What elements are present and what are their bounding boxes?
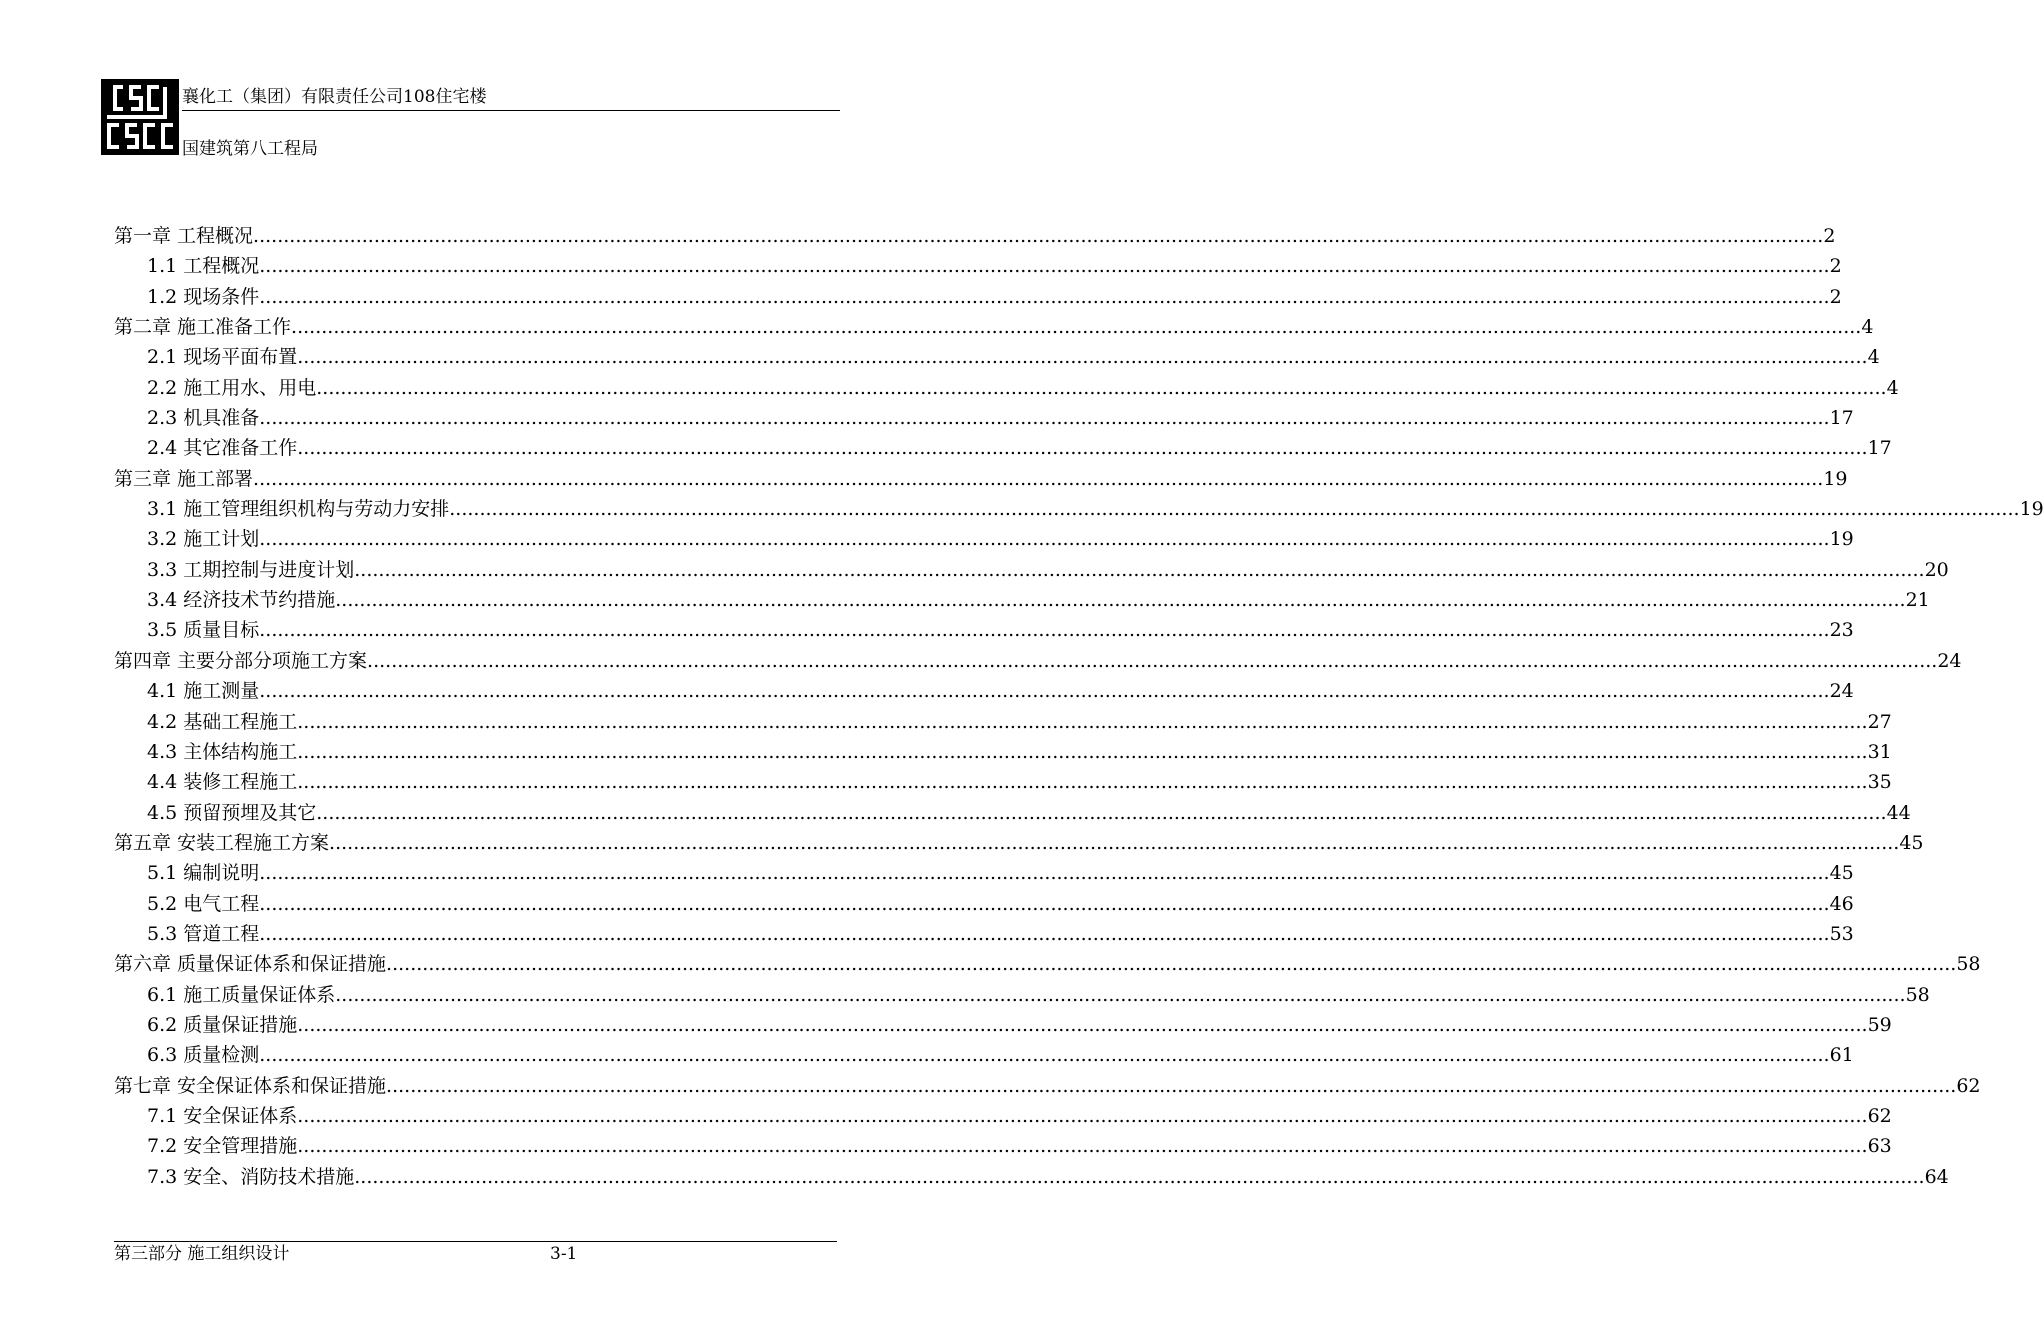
toc-entry-label: 3.2 施工计划 (147, 528, 260, 551)
toc-entry-label: 5.1 编制说明 (147, 862, 260, 885)
toc-dot-leader: .................................................................................................................................................................................................................................................................... (297, 771, 1868, 794)
toc-section-entry[interactable] (114, 676, 1854, 706)
toc-dot-leader: .................................................................................................................................................................................................................................................................... (316, 376, 1887, 399)
toc-entry-page-number: 24 (1829, 680, 1854, 703)
toc-entry-label: 4.2 基础工程施工 (147, 710, 298, 733)
toc-dot-leader: .................................................................................................................................................................................................................................................................... (259, 255, 1830, 278)
toc-entry-page-number: 17 (1829, 407, 1854, 430)
toc-dot-leader: .................................................................................................................................................................................................................................................................... (259, 528, 1830, 551)
toc-entry-page-number: 24 (1937, 649, 1962, 672)
toc-entry-page-number: 64 (1924, 1165, 1949, 1188)
toc-entry-page-number: 21 (1905, 589, 1930, 612)
toc-entry-label: 6.3 质量检测 (147, 1044, 260, 1067)
toc-section-entry[interactable] (114, 858, 1854, 888)
toc-entry-page-number: 4 (1867, 346, 1880, 369)
toc-dot-leader: .................................................................................................................................................................................................................................................................... (297, 740, 1868, 763)
toc-entry-page-number: 62 (1956, 1074, 1981, 1097)
toc-entry-label: 6.1 施工质量保证体系 (147, 983, 336, 1006)
toc-section-entry[interactable] (114, 342, 1880, 372)
toc-section-entry[interactable] (114, 282, 1842, 312)
toc-entry-page-number: 53 (1829, 922, 1854, 945)
toc-entry-label: 1.1 工程概况 (147, 255, 260, 278)
toc-entry-page-number: 2 (1823, 225, 1836, 247)
toc-entry-page-number: 19 (2019, 498, 2044, 521)
toc-dot-leader: .................................................................................................................................................................................................................................................................... (386, 953, 1957, 976)
toc-dot-leader: .................................................................................................................................................................................................................................................................... (259, 619, 1830, 642)
toc-entry-label: 3.5 质量目标 (147, 619, 260, 642)
toc-dot-leader: .................................................................................................................................................................................................................................................................... (297, 1013, 1868, 1036)
toc-entry-page-number: 27 (1867, 710, 1892, 733)
toc-entry-label: 2.1 现场平面布置 (147, 346, 298, 369)
toc-entry-page-number: 45 (1899, 831, 1924, 854)
toc-entry-label: 5.2 电气工程 (147, 892, 260, 915)
toc-entry-label: 第六章 质量保证体系和保证措施 (114, 953, 387, 976)
toc-dot-leader: .................................................................................................................................................................................................................................................................... (297, 710, 1868, 733)
toc-dot-leader: .................................................................................................................................................................................................................................................................... (259, 922, 1830, 945)
toc-chapter-entry[interactable] (114, 949, 1981, 979)
toc-section-entry[interactable] (114, 1131, 1892, 1161)
toc-section-entry[interactable] (114, 403, 1854, 433)
toc-section-entry[interactable] (114, 555, 1949, 585)
toc-dot-leader: .................................................................................................................................................................................................................................................................... (449, 498, 2020, 521)
toc-entry-label: 3.3 工期控制与进度计划 (147, 558, 355, 581)
toc-dot-leader: .................................................................................................................................................................................................................................................................... (259, 862, 1830, 885)
toc-dot-leader: .................................................................................................................................................................................................................................................................... (367, 649, 1938, 672)
toc-entry-page-number: 46 (1829, 892, 1854, 915)
toc-chapter-entry[interactable] (114, 312, 1874, 342)
toc-entry-page-number: 61 (1829, 1044, 1854, 1067)
toc-chapter-entry[interactable] (114, 464, 1848, 494)
toc-entry-page-number: 45 (1829, 862, 1854, 885)
toc-section-entry[interactable] (114, 494, 2044, 524)
toc-dot-leader: .................................................................................................................................................................................................................................................................... (297, 1104, 1868, 1127)
toc-entry-page-number: 63 (1867, 1135, 1892, 1158)
toc-entry-page-number: 62 (1867, 1104, 1892, 1127)
header-project-title: 襄化工（集团）有限责任公司108住宅楼 (182, 87, 487, 107)
toc-section-entry[interactable] (114, 919, 1854, 949)
toc-section-entry[interactable] (114, 433, 1892, 463)
toc-section-entry[interactable] (114, 737, 1892, 767)
toc-dot-leader: .................................................................................................................................................................................................................................................................... (316, 801, 1887, 824)
toc-chapter-entry[interactable] (114, 1071, 1981, 1101)
toc-entry-page-number: 44 (1886, 801, 1911, 824)
toc-entry-page-number: 19 (1829, 528, 1854, 551)
toc-dot-leader: .................................................................................................................................................................................................................................................................... (329, 831, 1900, 854)
toc-section-entry[interactable] (114, 615, 1854, 645)
toc-dot-leader: .................................................................................................................................................................................................................................................................... (259, 892, 1830, 915)
toc-entry-label: 第一章 工程概况 (114, 225, 254, 247)
toc-section-entry[interactable] (114, 251, 1842, 281)
toc-section-entry[interactable] (114, 889, 1854, 919)
toc-entry-label: 5.3 管道工程 (147, 922, 260, 945)
toc-dot-leader: .................................................................................................................................................................................................................................................................... (354, 558, 1925, 581)
toc-entry-label: 2.3 机具准备 (147, 407, 260, 430)
toc-section-entry[interactable] (114, 707, 1892, 737)
toc-entry-page-number: 59 (1867, 1013, 1892, 1036)
toc-entry-page-number: 31 (1867, 740, 1892, 763)
toc-entry-page-number: 58 (1956, 953, 1981, 976)
toc-entry-page-number: 19 (1823, 467, 1848, 490)
toc-dot-leader: .................................................................................................................................................................................................................................................................... (297, 346, 1868, 369)
toc-section-entry[interactable] (114, 980, 1930, 1010)
toc-entry-label: 第二章 施工准备工作 (114, 316, 292, 339)
toc-entry-page-number: 2 (1829, 255, 1842, 278)
footer-page-number: 3-1 (550, 1244, 578, 1264)
toc-entry-label: 第四章 主要分部分项施工方案 (114, 649, 368, 672)
toc-entry-label: 4.1 施工测量 (147, 680, 260, 703)
cscec-logo (101, 79, 179, 155)
toc-entry-label: 1.2 现场条件 (147, 285, 260, 308)
toc-entry-page-number: 2 (1829, 285, 1842, 308)
toc-entry-label: 4.4 装修工程施工 (147, 771, 298, 794)
toc-chapter-entry[interactable] (114, 828, 1924, 858)
toc-dot-leader: .................................................................................................................................................................................................................................................................... (297, 437, 1868, 460)
toc-entry-label: 7.1 安全保证体系 (147, 1104, 298, 1127)
footer-rule (114, 1241, 837, 1242)
toc-entry-label: 4.3 主体结构施工 (147, 740, 298, 763)
toc-entry-label: 第三章 施工部署 (114, 467, 254, 490)
toc-dot-leader: .................................................................................................................................................................................................................................................................... (297, 1135, 1868, 1158)
toc-dot-leader: .................................................................................................................................................................................................................................................................... (259, 1044, 1830, 1067)
toc-entry-page-number: 23 (1829, 619, 1854, 642)
toc-dot-leader: .................................................................................................................................................................................................................................................................... (259, 407, 1830, 430)
toc-chapter-entry[interactable] (114, 646, 1962, 676)
toc-entry-page-number: 58 (1905, 983, 1930, 1006)
toc-dot-leader: .................................................................................................................................................................................................................................................................... (259, 680, 1830, 703)
toc-chapter-entry[interactable] (114, 221, 1836, 251)
toc-entry-page-number: 4 (1886, 376, 1899, 399)
toc-dot-leader: .................................................................................................................................................................................................................................................................... (354, 1165, 1925, 1188)
toc-section-entry[interactable] (114, 373, 1899, 403)
toc-dot-leader: .................................................................................................................................................................................................................................................................... (291, 316, 1862, 339)
toc-dot-leader: .................................................................................................................................................................................................................................................................... (253, 467, 1824, 490)
toc-dot-leader: .................................................................................................................................................................................................................................................................... (259, 285, 1830, 308)
toc-entry-label: 第五章 安装工程施工方案 (114, 831, 330, 854)
toc-section-entry[interactable] (114, 1010, 1892, 1040)
toc-entry-label: 6.2 质量保证措施 (147, 1013, 298, 1036)
toc-dot-leader: .................................................................................................................................................................................................................................................................... (335, 983, 1906, 1006)
toc-entry-page-number: 17 (1867, 437, 1892, 460)
footer-section-title: 第三部分 施工组织设计 (114, 1244, 290, 1264)
toc-entry-label: 3.4 经济技术节约措施 (147, 589, 336, 612)
toc-dot-leader: .................................................................................................................................................................................................................................................................... (335, 589, 1906, 612)
toc-section-entry[interactable] (114, 585, 1930, 615)
toc-entry-label: 2.4 其它准备工作 (147, 437, 298, 460)
header-contractor: 国建筑第八工程局 (182, 139, 318, 159)
toc-section-entry[interactable] (114, 798, 1911, 828)
toc-entry-label: 2.2 施工用水、用电 (147, 376, 317, 399)
toc-section-entry[interactable] (114, 524, 1854, 554)
table-of-contents (114, 221, 2044, 1192)
toc-entry-page-number: 35 (1867, 771, 1892, 794)
toc-entry-label: 7.3 安全、消防技术措施 (147, 1165, 355, 1188)
toc-dot-leader: .................................................................................................................................................................................................................................................................... (386, 1074, 1957, 1097)
toc-section-entry[interactable] (114, 767, 1892, 797)
toc-dot-leader: .................................................................................................................................................................................................................................................................... (253, 225, 1824, 247)
header-rule (182, 110, 840, 111)
toc-section-entry[interactable] (114, 1162, 1949, 1192)
toc-entry-page-number: 20 (1924, 558, 1949, 581)
toc-section-entry[interactable] (114, 1040, 1854, 1070)
toc-entry-label: 4.5 预留预埋及其它 (147, 801, 317, 824)
toc-entry-label: 7.2 安全管理措施 (147, 1135, 298, 1158)
toc-section-entry[interactable] (114, 1101, 1892, 1131)
toc-entry-label: 3.1 施工管理组织机构与劳动力安排 (147, 498, 450, 521)
toc-entry-label: 第七章 安全保证体系和保证措施 (114, 1074, 387, 1097)
toc-entry-page-number: 4 (1861, 316, 1874, 339)
